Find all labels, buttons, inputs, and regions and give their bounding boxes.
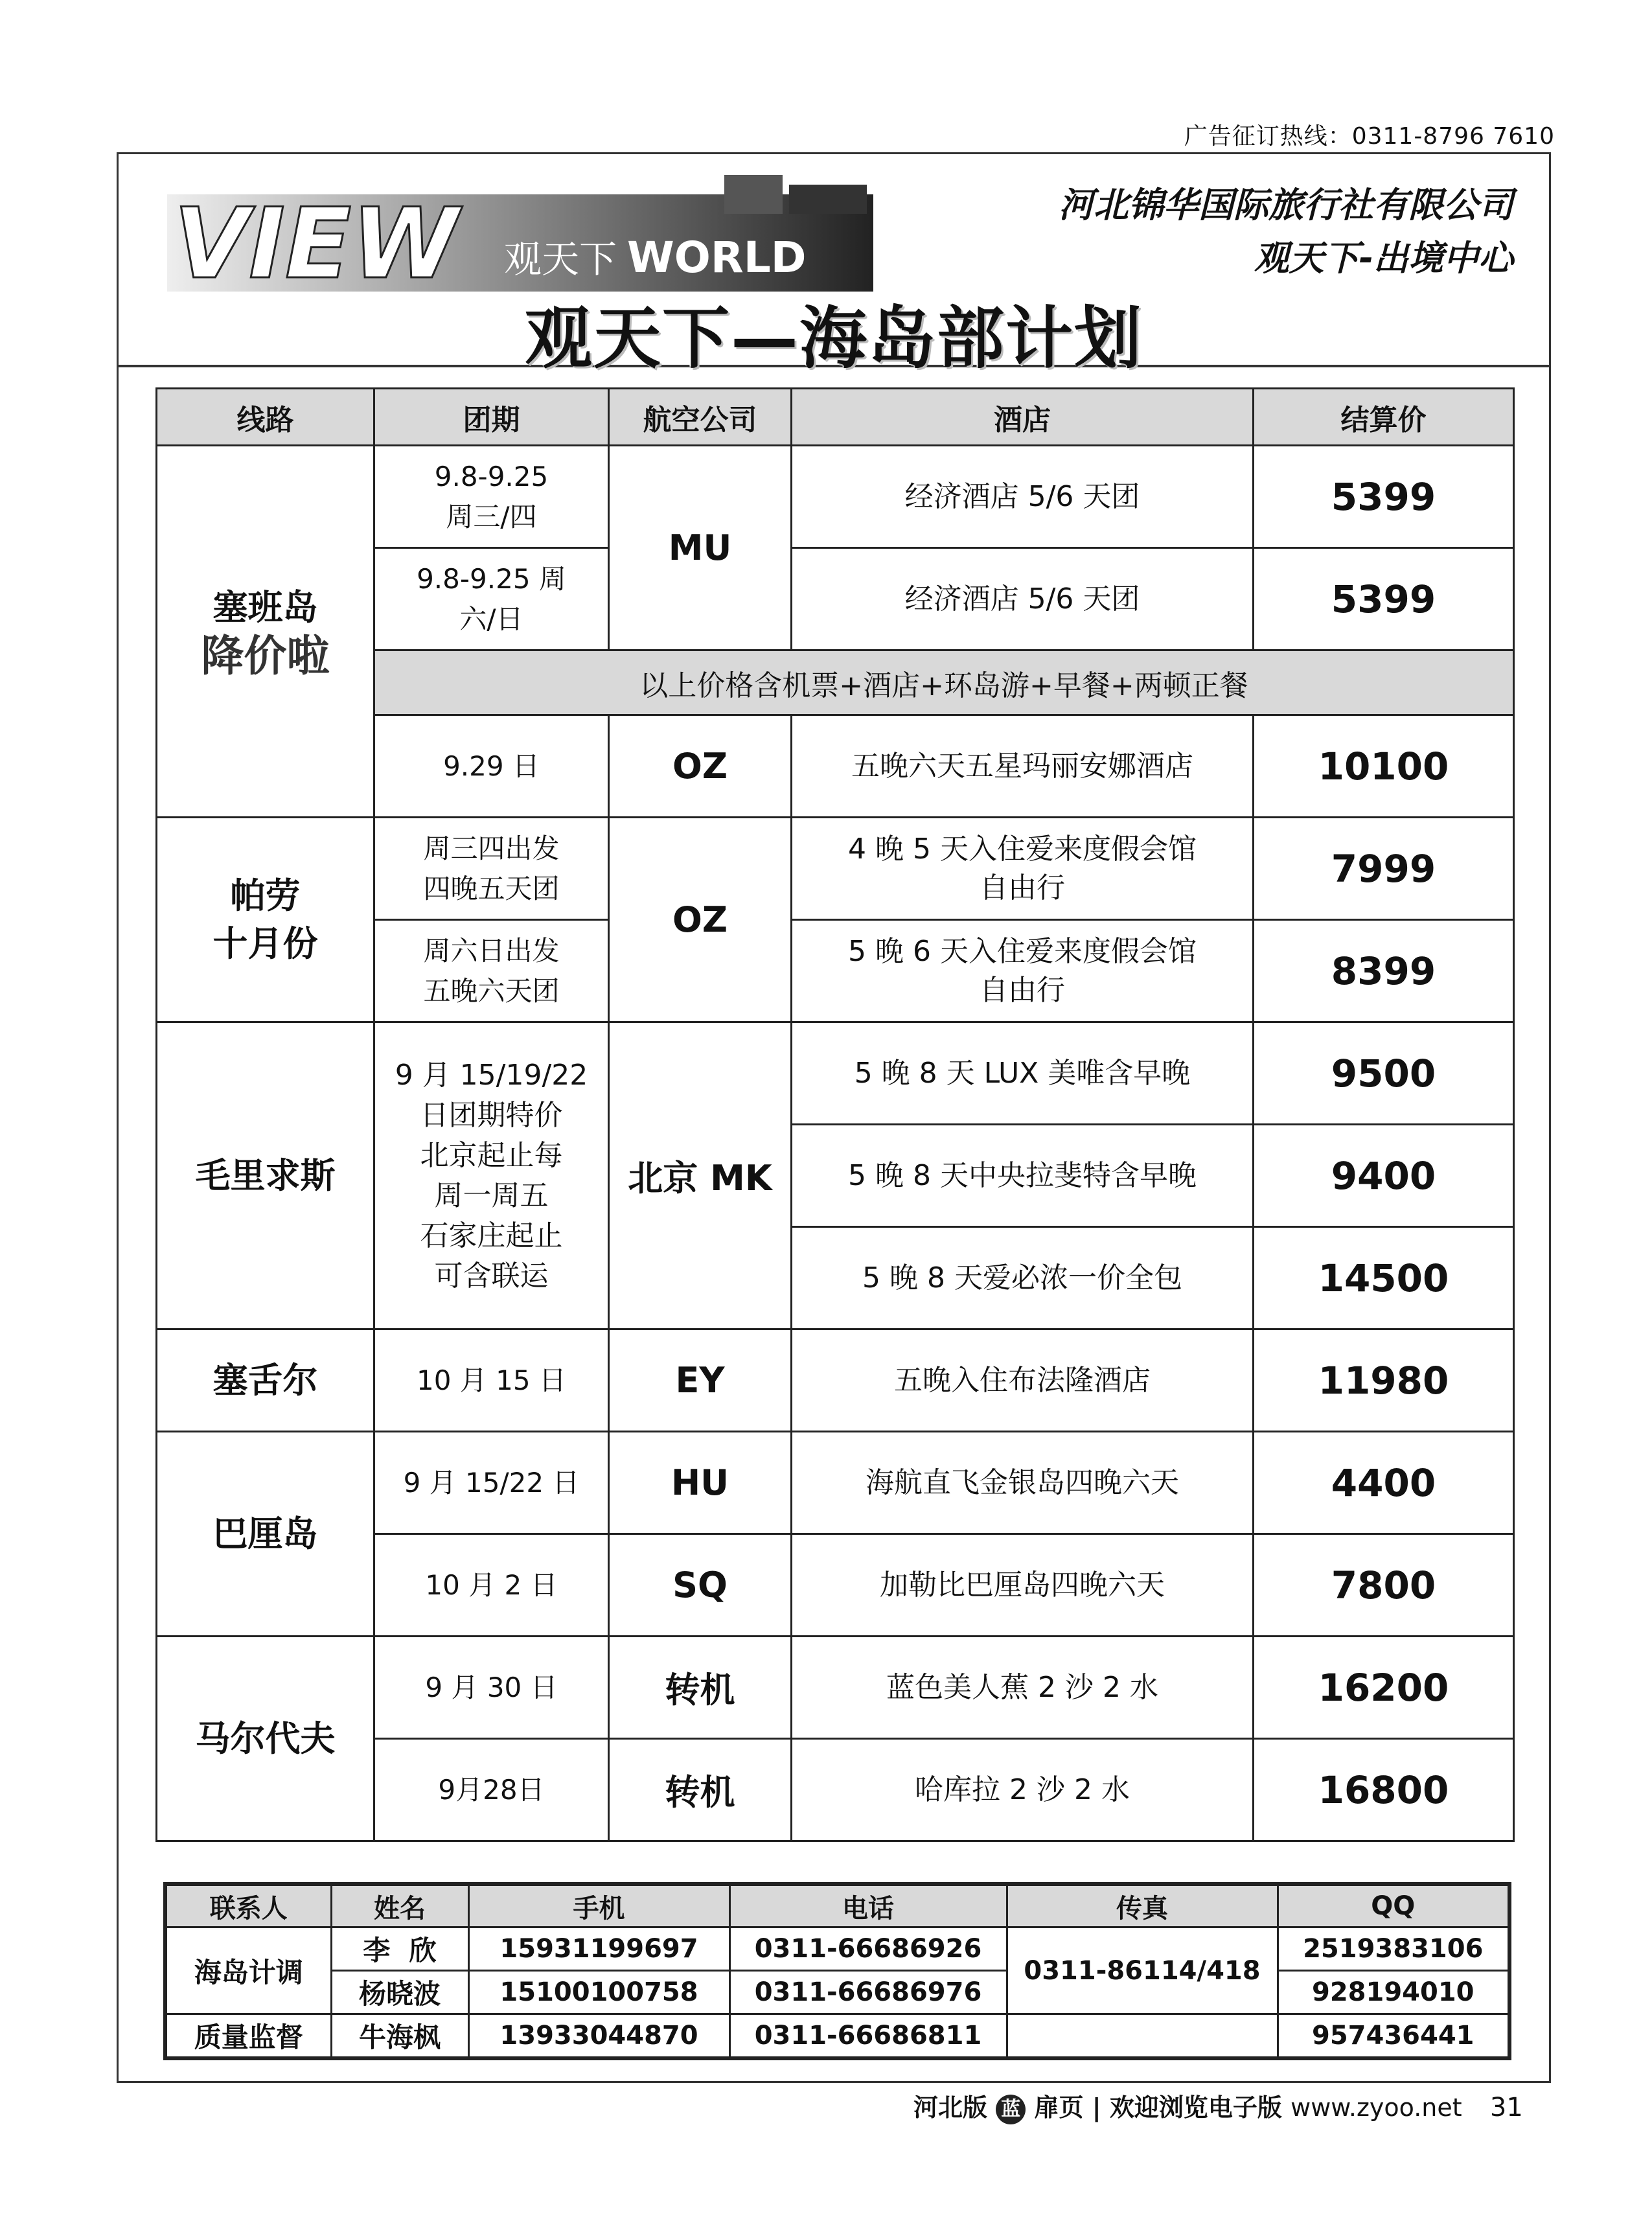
hotel: 经济酒店 5/6 天团 <box>792 446 1254 548</box>
route-mauritius: 毛里求斯 <box>157 1022 374 1329</box>
hotel: 5 晚 8 天爱必浓一价全包 <box>792 1227 1254 1329</box>
company-dept: 观天下-出境中心 <box>1254 238 1513 279</box>
footer-edition: 河北版 <box>913 2093 988 2122</box>
contact-phone: 0311-66686976 <box>729 1971 1007 2014</box>
table-row <box>157 1432 1514 1534</box>
logo-cn-text: 观天下 <box>504 237 617 281</box>
contact-header: QQ <box>1278 1884 1509 1927</box>
contact-header: 手机 <box>468 1884 729 1927</box>
contact-name: 杨晓波 <box>331 1971 468 2014</box>
price: 10100 <box>1254 715 1514 818</box>
airline: MU <box>609 446 792 650</box>
hotel: 经济酒店 5/6 天团 <box>792 548 1254 650</box>
hotel: 五晚六天五星玛丽安娜酒店 <box>792 715 1254 818</box>
airline: HU <box>609 1432 792 1534</box>
hotel: 5 晚 8 天 LUX 美唯含早晚 <box>792 1022 1254 1125</box>
hotel: 加勒比巴厘岛四晚六天 <box>792 1534 1254 1637</box>
route-palau: 帕劳 十月份 <box>157 818 374 1022</box>
route-bali: 巴厘岛 <box>157 1432 374 1637</box>
price: 5399 <box>1254 548 1514 650</box>
hotel: 5 晚 8 天中央拉斐特含早晚 <box>792 1125 1254 1227</box>
contact-header-row <box>165 1884 1509 1927</box>
header-date: 团期 <box>374 389 609 446</box>
contact-role: 海岛计调 <box>165 1927 331 2014</box>
ad-hotline: 广告征订热线：0311-8796 7610 <box>1184 123 1555 150</box>
price: 16200 <box>1254 1637 1514 1739</box>
price: 11980 <box>1254 1329 1514 1432</box>
contact-header: 联系人 <box>165 1884 331 1927</box>
footer-separator: | <box>1092 2093 1101 2122</box>
table-header-row <box>157 389 1514 446</box>
price: 9400 <box>1254 1125 1514 1227</box>
blue-badge-icon: 蓝 <box>996 2095 1026 2124</box>
discount-label: 降价啦 <box>201 630 330 681</box>
contact-mobile: 13933044870 <box>468 2014 729 2059</box>
price-table <box>155 387 1515 1842</box>
logo-view-text: VIEW <box>174 188 459 301</box>
price: 7999 <box>1254 818 1514 920</box>
banner <box>119 154 1549 378</box>
contact-qq: 957436441 <box>1278 2014 1509 2059</box>
airline: OZ <box>609 818 792 1022</box>
route-saipan <box>157 446 374 818</box>
footer-site-link[interactable]: www.zyoo.net <box>1291 2093 1462 2122</box>
price: 9500 <box>1254 1022 1514 1125</box>
contact-header: 姓名 <box>331 1884 468 1927</box>
airline: EY <box>609 1329 792 1432</box>
hotel: 哈库拉 2 沙 2 水 <box>792 1739 1254 1841</box>
tour-date: 周三四出发 四晚五天团 <box>374 818 609 920</box>
route-name: 塞班岛 <box>212 586 318 628</box>
hotel: 蓝色美人蕉 2 沙 2 水 <box>792 1637 1254 1739</box>
logo-world-text: WORLD <box>627 233 807 282</box>
contact-qq: 928194010 <box>1278 1971 1509 2014</box>
contact-role: 质量监督 <box>165 2014 331 2059</box>
hotel: 五晚入住布法隆酒店 <box>792 1329 1254 1432</box>
footer-book: 扉页 <box>1034 2093 1084 2122</box>
contact-row <box>165 1927 1509 1971</box>
company-name: 河北锦华国际旅行社有限公司 <box>1059 185 1513 225</box>
tour-date: 10 月 15 日 <box>374 1329 609 1432</box>
route-seychelles: 塞舌尔 <box>157 1329 374 1432</box>
header-price: 结算价 <box>1254 389 1514 446</box>
header-hotel: 酒店 <box>792 389 1254 446</box>
airline: OZ <box>609 715 792 818</box>
tour-date: 9 月 15/19/22 日团期特价 北京起止每 周一周五 石家庄起止 可含联运 <box>374 1022 609 1329</box>
company-block <box>1059 179 1513 285</box>
contact-mobile: 15931199697 <box>468 1927 729 1971</box>
table-row <box>157 446 1514 548</box>
hotel: 海航直飞金银岛四晚六天 <box>792 1432 1254 1534</box>
contact-fax <box>1007 2014 1278 2059</box>
contact-table <box>163 1882 1511 2060</box>
table-row <box>157 818 1514 920</box>
contact-row <box>165 2014 1509 2059</box>
page-number: 31 <box>1489 2093 1523 2122</box>
tour-date: 9 月 30 日 <box>374 1637 609 1739</box>
contact-mobile: 15100100758 <box>468 1971 729 2014</box>
price: 14500 <box>1254 1227 1514 1329</box>
tour-date: 9 月 15/22 日 <box>374 1432 609 1534</box>
contact-qq: 2519383106 <box>1278 1927 1509 1971</box>
footer <box>913 2087 1535 2124</box>
tour-date: 10 月 2 日 <box>374 1534 609 1637</box>
price-note: 以上价格含机票+酒店+环岛游+早餐+两顿正餐 <box>374 650 1514 715</box>
price: 16800 <box>1254 1739 1514 1841</box>
contact-fax: 0311-86114/418 <box>1007 1927 1278 2014</box>
footer-welcome: 欢迎浏览电子版 <box>1109 2093 1282 2122</box>
airline: SQ <box>609 1534 792 1637</box>
table-row <box>157 1022 1514 1125</box>
contact-header: 电话 <box>729 1884 1007 1927</box>
tour-date: 9月28日 <box>374 1739 609 1841</box>
airline: 转机 <box>609 1637 792 1739</box>
airline: 转机 <box>609 1739 792 1841</box>
table-row <box>157 1329 1514 1432</box>
header-airline: 航空公司 <box>609 389 792 446</box>
price: 7800 <box>1254 1534 1514 1637</box>
contact-name: 牛海枫 <box>331 2014 468 2059</box>
price: 5399 <box>1254 446 1514 548</box>
route-maldives: 马尔代夫 <box>157 1637 374 1841</box>
tour-date: 9.8-9.25 周三/四 <box>374 446 609 548</box>
tour-date: 9.29 日 <box>374 715 609 818</box>
contact-phone: 0311-66686811 <box>729 2014 1007 2059</box>
page-title: 观天下—海岛部计划 <box>524 299 1143 378</box>
tour-date: 9.8-9.25 周 六/日 <box>374 548 609 650</box>
airline: 北京 MK <box>609 1022 792 1329</box>
price: 8399 <box>1254 920 1514 1022</box>
tour-date: 周六日出发 五晚六天团 <box>374 920 609 1022</box>
hotel: 5 晚 6 天入住爱来度假会馆 自由行 <box>792 920 1254 1022</box>
hotel: 4 晚 5 天入住爱来度假会馆 自由行 <box>792 818 1254 920</box>
table-row <box>157 1637 1514 1739</box>
contact-row <box>165 1971 1509 2014</box>
header-route: 线路 <box>157 389 374 446</box>
price: 4400 <box>1254 1432 1514 1534</box>
contact-name: 李 欣 <box>331 1927 468 1971</box>
contact-header: 传真 <box>1007 1884 1278 1927</box>
contact-phone: 0311-66686926 <box>729 1927 1007 1971</box>
